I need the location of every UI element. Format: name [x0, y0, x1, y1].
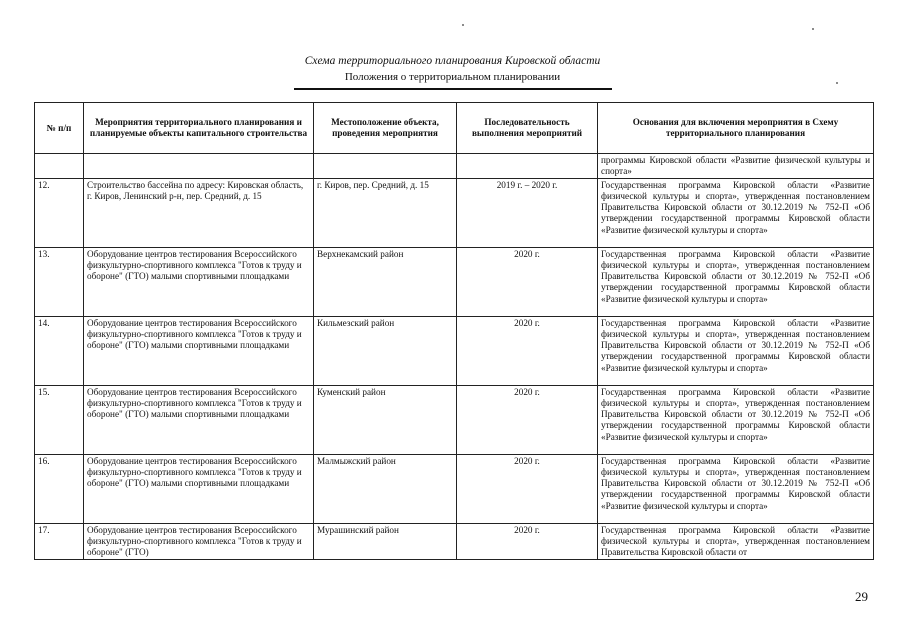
table-header-row	[35, 103, 874, 154]
table-cell-number: 16.	[35, 455, 84, 524]
table-row	[35, 179, 874, 248]
table-cell-event: Оборудование центров тестирования Всероссийского физкультурно-спортивного комплекса "Готов к труду и обороне" (ГТО)	[84, 524, 314, 560]
table-cell-event: Строительство бассейна по адресу: Кировская область, г. Киров, Ленинский р-н, пер. Средний, д. 15	[84, 179, 314, 248]
table-cell-location: Куменский район	[314, 386, 457, 455]
table-row	[35, 386, 874, 455]
column-header-number: № п/п	[35, 103, 84, 154]
table-cell	[314, 154, 457, 179]
scan-speck	[812, 28, 814, 30]
table-cell-period: 2020 г.	[457, 248, 598, 317]
table-cell-event: Оборудование центров тестирования Всероссийского физкультурно-спортивного комплекса "Готов к труду и обороне" (ГТО) малыми спортивными площадками	[84, 248, 314, 317]
table-row	[35, 455, 874, 524]
table-cell-number: 15.	[35, 386, 84, 455]
table-row	[35, 248, 874, 317]
table-cell-event: Оборудование центров тестирования Всероссийского физкультурно-спортивного комплекса "Готов к труду и обороне" (ГТО) малыми спортивными площадками	[84, 455, 314, 524]
header-divider	[294, 88, 612, 90]
column-header-location: Местоположение объекта, проведения мероприятия	[314, 103, 457, 154]
table-cell-period: 2020 г.	[457, 524, 598, 560]
document-title: Схема территориального планирования Кировской области	[304, 55, 601, 67]
column-header-event: Мероприятия территориального планирования и планируемые объекты капитального строительства	[84, 103, 314, 154]
table-cell-location: Верхнекамский район	[314, 248, 457, 317]
table-cell-event: Оборудование центров тестирования Всероссийского физкультурно-спортивного комплекса "Готов к труду и обороне" (ГТО) малыми спортивными площадками	[84, 317, 314, 386]
table-cell-basis: Государственная программа Кировской области «Развитие физической культуры и спорта», утвержденная постановлением Правительства Кировской области от 30.12.2019 № 752-П «Об утверждении государственной программы Кировской области «Развитие физической культуры и спорта»	[598, 317, 874, 386]
table-cell-location: г. Киров, пер. Средний, д. 15	[314, 179, 457, 248]
table-cell-number: 13.	[35, 248, 84, 317]
table-cell-basis: программы Кировской области «Развитие физической культуры и спорта»	[598, 154, 874, 179]
table-cell-period: 2019 г. – 2020 г.	[457, 179, 598, 248]
table-cell-basis: Государственная программа Кировской области «Развитие физической культуры и спорта», утвержденная постановлением Правительства Кировской области от 30.12.2019 № 752-П «Об утверждении государственной программы Кировской области «Развитие физической культуры и спорта»	[598, 179, 874, 248]
planning-table	[34, 102, 874, 560]
table-cell-number: 14.	[35, 317, 84, 386]
table-row	[35, 524, 874, 560]
table-cell-basis: Государственная программа Кировской области «Развитие физической культуры и спорта», утвержденная постановлением Правительства Кировской области от	[598, 524, 874, 560]
table-cell	[457, 154, 598, 179]
column-header-period: Последовательность выполнения мероприятий	[457, 103, 598, 154]
table-row	[35, 317, 874, 386]
table-row-continuation	[35, 154, 874, 179]
table-cell-period: 2020 г.	[457, 317, 598, 386]
table-cell	[35, 154, 84, 179]
table-cell-basis: Государственная программа Кировской области «Развитие физической культуры и спорта», утвержденная постановлением Правительства Кировской области от 30.12.2019 № 752-П «Об утверждении государственной программы Кировской области «Развитие физической культуры и спорта»	[598, 386, 874, 455]
document-subtitle: Положения о территориальном планировании	[344, 71, 561, 83]
table-cell	[84, 154, 314, 179]
table-cell-period: 2020 г.	[457, 386, 598, 455]
table-cell-number: 17.	[35, 524, 84, 560]
scan-speck	[462, 24, 464, 26]
table-cell-number: 12.	[35, 179, 84, 248]
table-cell-basis: Государственная программа Кировской области «Развитие физической культуры и спорта», утвержденная постановлением Правительства Кировской области от 30.12.2019 № 752-П «Об утверждении государственной программы Кировской области «Развитие физической культуры и спорта»	[598, 455, 874, 524]
table-cell-location: Малмыжский район	[314, 455, 457, 524]
table-cell-location: Кильмезский район	[314, 317, 457, 386]
column-header-basis: Основания для включения мероприятия в Схему территориального планирования	[598, 103, 874, 154]
scan-speck	[836, 82, 838, 84]
table-cell-location: Мурашинский район	[314, 524, 457, 560]
table-cell-basis: Государственная программа Кировской области «Развитие физической культуры и спорта», утвержденная постановлением Правительства Кировской области от 30.12.2019 № 752-П «Об утверждении государственной программы Кировской области «Развитие физической культуры и спорта»	[598, 248, 874, 317]
table-cell-period: 2020 г.	[457, 455, 598, 524]
table-cell-event: Оборудование центров тестирования Всероссийского физкультурно-спортивного комплекса "Готов к труду и обороне" (ГТО) малыми спортивными площадками	[84, 386, 314, 455]
page-number: 29	[855, 589, 868, 604]
